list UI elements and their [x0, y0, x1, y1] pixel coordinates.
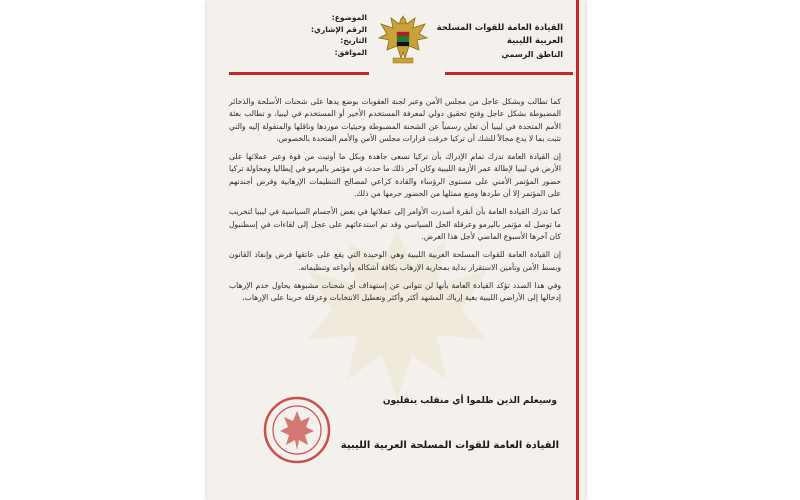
organization-name: القيادة العامة للقوات المسلحة العربية الليبية [436, 23, 563, 46]
body-paragraph: إن القيادة العامة للقوات المسلحة العربية الليبية وهي الوحيدة التي يقع على عاتقها فرض وإنفاذ القانون وبسط الأمن وتأمين الاستقرار بداية بمحاربة الإرهاب بكافة أشكاله وأنواعه وتنظيماته. [229, 250, 561, 272]
letterhead-organization [423, 22, 563, 61]
field-subject: الموضوع: [331, 13, 367, 22]
body-paragraph: كما تطالب وبشكل عاجل من مجلس الأمن وعبر لجنة العقوبات بوضع يدها على شحنات الأسلحة والذخائر المضبوطة بشكل عاجل وفتح تحقيق دولي لمعرفة المستخدم الأخير أو المستخدم في ليبيا، و تطالب بعثة الأمم المتحدة في ليبيا أن تعلن رسمياً عن الشحنة المضبوطة وحيثيات موردها وناقلها والمنقولة إليه والتي تثبت بما لا يدع مجالاً للشك أن تركيا خرقت قرارات مجلس الأمن والأمم المتحدة بالخصوص. [229, 97, 561, 143]
field-date: التاريخ: [340, 36, 367, 45]
closing-verse: وسيعلم الذين ظلموا أي منقلب ينقلبون [382, 396, 557, 406]
field-corresponding: الموافق: [334, 47, 367, 57]
header-divider-left [229, 72, 369, 75]
reference-fields [257, 12, 367, 58]
signature-block: القيادة العامة للقوات المسلحة العربية الليبية [340, 440, 559, 451]
organization-spokesperson: الناطق الرسمي [501, 50, 563, 59]
body-paragraph: وفي هذا الصدد تؤكد القيادة العامة بأنها لن تتوانى عن إستهداف أي شحنات مشبوهة يحاول خدم الإرهاب إدخالها إلى الأراضي الليبية بغية إرباك المشهد أكثر وأكثر وتعطيل الانتخابات وعرقلة حربنا على الإرهاب. [229, 280, 561, 303]
body-paragraph: كما تدرك القيادة العامة بأن أنقرة أصدرت الأوامر إلى عملائها في بعض الأجسام السياسية في ليبيا لتخريب ما توصل له مؤتمر باليرمو وعرقلة الحل السياسي وقد تم استدعائهم على عجل إلى لقاءات في إسطنبول كان آخرها الأسبوع الماضي لأجل هذا الغرض. [229, 207, 561, 241]
letter-page [207, 0, 585, 500]
letter-body [229, 96, 561, 310]
official-seal-stamp-icon [262, 395, 332, 465]
header-divider-right [445, 72, 573, 75]
field-reference-number: الرقم الإشاري: [311, 24, 367, 34]
page-edge-border [576, 0, 579, 500]
body-paragraph: إن القيادة العامة تدرك تمام الإدراك بأن تركيا تسعى جاهدة وبكل ما أوتيت من قوة وعبر عملائها على الأرض في ليبيا لإطالة عمر الأزمة الليبية وكان آخر ذلك ما حدث في مؤتمر باليرمو في إيطاليا ومحاولة تركيا حضور المؤتمر الأمني على مستوى الرؤساء والقادة كراعي لمصالح التنظيمات الإرهابية وفرض أجندتهم على المؤتمر إلا أن طردها ومنع ممثلها من الحضور حرمها من ذلك. [228, 152, 561, 199]
